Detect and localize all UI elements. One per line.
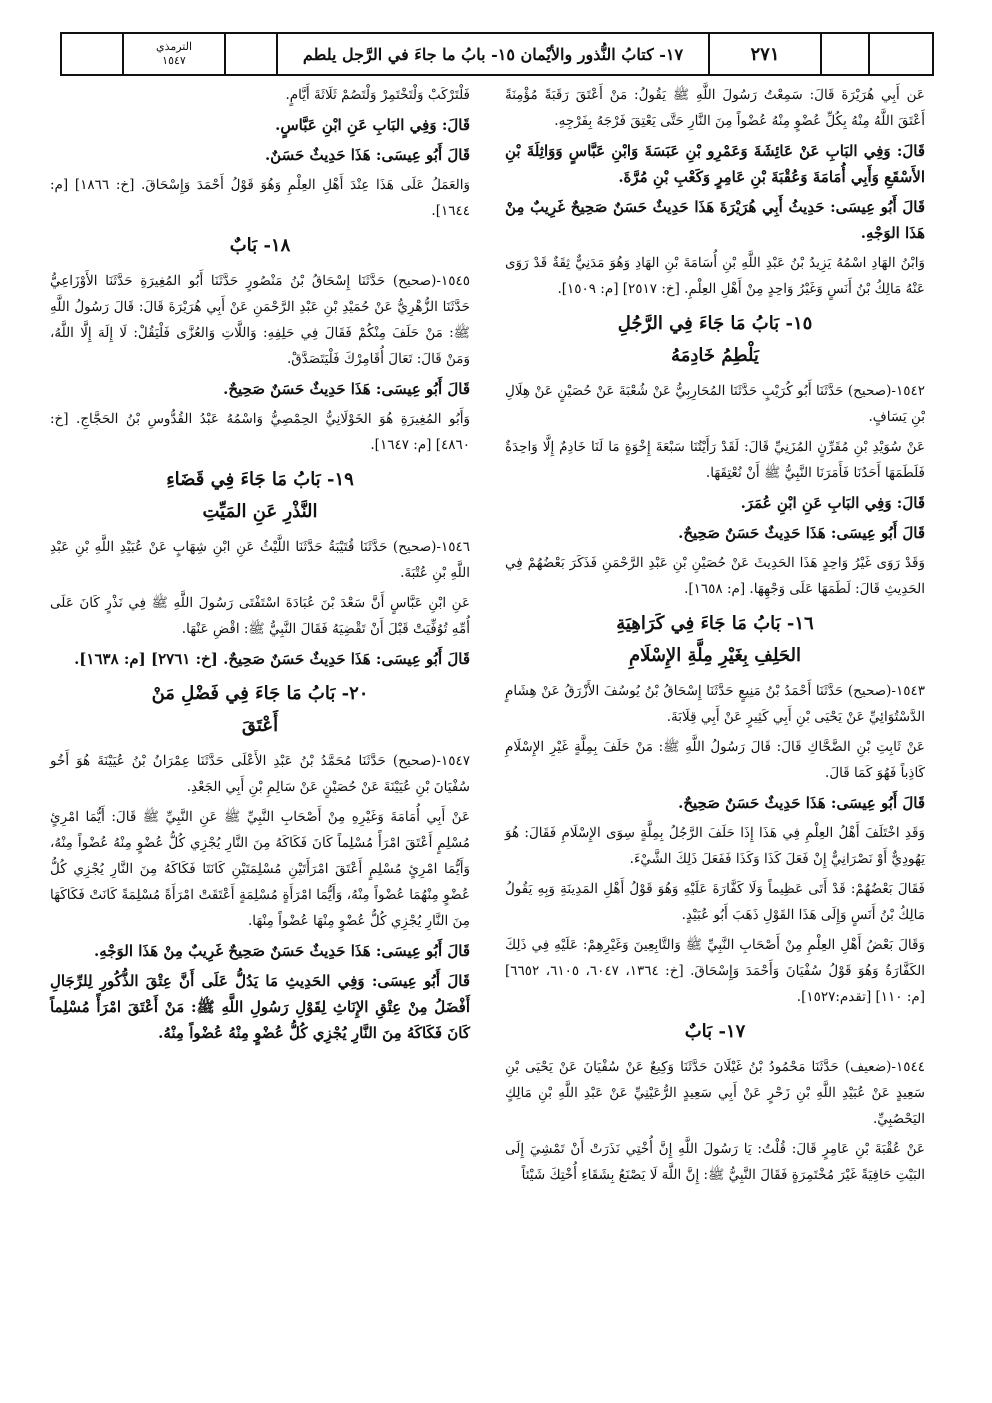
hadith-range: ١٥٤٧ <box>162 54 186 67</box>
paragraph: قَالَ: وَفِي البَابِ عَنْ عَائِشَةَ وَعَمْرِو بْنِ عَبَسَةَ وَابْنِ عَبَّاسٍ وَوَاثِلَةَ بْنِ الأَسْقَعِ وَأَبِي أُمَامَةَ وَعُقْبَةَ بْنِ عَامِرٍ وَكَعْبِ بْنِ مُرَّةَ. <box>505 142 925 186</box>
paragraph: قَالَ أَبُو عِيسَى: هَذَا حَدِيثٌ حَسَنٌ صَحِيحٌ. <box>223 380 470 398</box>
paragraph: قَالَ أَبُو عِيسَى: هَذَا حَدِيثٌ حَسَنٌ صَحِيحٌ. <box>678 524 925 542</box>
header-empty-cell <box>226 34 278 74</box>
hadith-matn: عَنْ سُوَيْدِ بْنِ مُقَرِّنٍ المُزَنِيِّ قَالَ: لَقَدْ رَأَيْتُنَا سَبْعَةَ إِخْوَةٍ مَا لَنَا خَادِمٌ إِلَّا وَاحِدَةٌ فَلَطَمَهَا أَحَدُنَا فَأَمَرَنَا النَّبِيُّ ﷺ أَنْ نُعْتِقَهَا. <box>505 439 925 481</box>
paragraph: قَالَ أَبُو عِيسَى: هَذَا حَدِيثٌ حَسَنٌ صَحِيحٌ. <box>678 794 925 812</box>
book-name: الترمذي <box>155 40 193 53</box>
right-column <box>505 82 925 1192</box>
paragraph: وَقَدِ اخْتَلَفَ أَهْلُ العِلْمِ فِي هَذَا إِذَا حَلَفَ الرَّجُلُ بِمِلَّةٍ سِوَى الإِسْلَامِ فَقَالَ: هُوَ يَهُودِيٌّ أَوْ نَصْرَانِيٌّ إِنْ فَعَلَ كَذَا وَكَذَا فَفَعَلَ ذَلِكَ الشَّيْءَ. <box>505 825 925 867</box>
hadith-isnad: ١٥٤٢-(صحيح) حَدَّثَنَا أَبُو كُرَيْبٍ حَدَّثَنَا المُحَارِبِيُّ عَنْ شُعْبَةَ عَنْ حُصَيْنٍ عَنْ هِلَالِ بْنِ يَسَافٍ. <box>505 383 925 425</box>
paragraph: قَالَ أَبُو عِيسَى: وَفِي الحَدِيثِ مَا يَدُلُّ عَلَى أَنَّ عِتْقَ الذُّكُورِ لِلرِّجَالِ أَفْضَلُ مِنْ عِتْقِ الإِنَاثِ لِقَوْلِ رَسُولِ اللَّهِ ﷺ: مَنْ أَعْتَقَ امْرَأً مُسْلِماً كَانَ فَكَاكَهُ مِنَ النَّارِ يُجْزِي كُلُّ عُضْوٍ مِنْهُ عُضْواً مِنْهُ. <box>50 972 470 1042</box>
book-ref-cell <box>124 34 226 74</box>
paragraph: قَالَ: وَفِي البَابِ عَنِ ابْنِ عُمَرَ. <box>740 494 925 512</box>
hadith-matn: عَنْ عُقْبَةَ بْنِ عَامِرٍ قَالَ: قُلْتُ: يَا رَسُولَ اللَّهِ إِنَّ أُخْتِي نَذَرَتْ أَنْ تَمْشِيَ إِلَى البَيْتِ حَافِيَةً غَيْرَ مُخْتَمِرَةٍ فَقَالَ النَّبِيُّ ﷺ: إِنَّ اللَّهَ لَا يَصْنَعُ بِشَقَاءِ أُخْتِكَ شَيْئاً <box>505 1141 925 1183</box>
hadith-matn: عَنْ ثَابِتِ بْنِ الضَّحَّاكِ قَالَ: قَالَ رَسُولُ اللَّهِ ﷺ: مَنْ حَلَفَ بِمِلَّةٍ غَيْرِ الإِسْلَامِ كَاذِباً فَهُوَ كَمَا قَالَ. <box>505 739 925 781</box>
chapter-heading: ١٦- بَابُ مَا جَاءَ فِي كَرَاهِيَةِ الحَلِفِ بِغَيْرِ مِلَّةِ الإِسْلَامِ <box>616 613 814 666</box>
hadith-matn: عَنِ ابْنِ عَبَّاسٍ أَنَّ سَعْدَ بْنَ عُبَادَةَ اسْتَفْتَى رَسُولَ اللَّهِ ﷺ فِي نَذْرٍ كَانَ عَلَى أُمِّهِ تُوُفِّيَتْ قَبْلَ أَنْ تَقْضِيَهُ فَقَالَ النَّبِيُّ ﷺ: اقْضِ عَنْهَا. <box>50 595 470 637</box>
paragraph: وَأَبُو المُغِيرَةِ هُوَ الخَوْلَانِيُّ الحِمْصِيُّ وَاسْمُهُ عَبْدُ القُدُّوسِ بْنُ الحَجَّاجِ. [خ: ٤٨٦٠] [م: ١٦٤٧]. <box>50 411 470 453</box>
paragraph: وَالعَمَلُ عَلَى هَذَا عِنْدَ أَهْلِ العِلْمِ وَهُوَ قَوْلُ أَحْمَدَ وَإِسْحَاقَ. [خ: ١٨٦٦] [م: ١٦٤٤]. <box>50 177 470 219</box>
paragraph: وَقَدْ رَوَى غَيْرُ وَاحِدٍ هَذَا الحَدِيثَ عَنْ حُصَيْنِ بْنِ عَبْدِ الرَّحْمَنِ فَذَكَرَ بَعْضُهُمْ فِي الحَدِيثِ قَالَ: لَطَمَهَا عَلَى وَجْهِهَا. [م: ١٦٥٨]. <box>505 555 925 597</box>
page-number: ٢٧١ <box>710 34 822 74</box>
hadith-isnad: ١٥٤٥-(صحيح) حَدَّثَنَا إِسْحَاقُ بْنُ مَنْصُورٍ حَدَّثَنَا أَبُو المُغِيرَةِ حَدَّثَنَا الأَوْزَاعِيُّ حَدَّثَنَا الزُّهْرِيُّ عَنْ حُمَيْدِ بْنِ عَبْدِ الرَّحْمَنِ عَنْ أَبِي هُرَيْرَةَ قَالَ: قَالَ رَسُولُ اللَّهِ ﷺ: مَنْ حَلَفَ مِنْكُمْ فَقَالَ فِي حَلِفِهِ: وَاللَّاتِ وَالعُزَّى فَلْيَقُلْ: لَا إِلَهَ إِلَّا اللَّهُ، وَمَنْ قَالَ: تَعَالَ أُقَامِرْكَ فَلْيَتَصَدَّقْ. <box>50 273 470 367</box>
paragraph: وَابْنُ الهَادِ اسْمُهُ يَزِيدُ بْنُ عَبْدِ اللَّهِ بْنِ أُسَامَةَ بْنِ الهَادِ وَهُوَ مَدَنِيٌّ ثِقَةٌ قَدْ رَوَى عَنْهُ مَالِكُ بْنُ أَنَسٍ وَغَيْرُ وَاحِدٍ مِنْ أَهْلِ العِلْمِ. [خ: ٢٥١٧] [م: ١٥٠٩]. <box>505 255 925 297</box>
hadith-isnad: ١٥٤٣-(صحيح) حَدَّثَنَا أَحْمَدُ بْنُ مَنِيعٍ حَدَّثَنَا إِسْحَاقُ بْنُ يُوسُفَ الأَزْرَقُ عَنْ هِشَامٍ الدَّسْتُوَائِيِّ عَنْ يَحْيَى بْنِ أَبِي كَثِيرٍ عَنْ أَبِي قِلَابَةَ. <box>505 683 925 725</box>
chapter-heading: ١٩- بَابُ مَا جَاءَ فِي قَضَاءِ النَّذْرِ عَنِ المَيِّتِ <box>166 469 354 522</box>
paragraph: قَالَ أَبُو عِيسَى: هَذَا حَدِيثٌ حَسَنٌ صَحِيحٌ غَرِيبٌ مِنْ هَذَا الوَجْهِ. <box>93 942 470 960</box>
left-column <box>50 82 470 1050</box>
paragraph: عَن أَبِي هُرَيْرَةَ قَالَ: سَمِعْتُ رَسُولَ اللَّهِ ﷺ يَقُولُ: مَنْ أَعْتَقَ رَقَبَةً مُؤْمِنَةً أَعْتَقَ اللَّهُ مِنْهُ بِكُلِّ عُضْوٍ مِنْهُ عُضْواً مِنَ النَّارِ حَتَّى يَعْتِقَ فَرْجَهُ بِفَرْجِهِ. <box>505 87 925 129</box>
paragraph: قَالَ أَبُو عِيسَى: هَذَا حَدِيثٌ حَسَنٌ. <box>264 146 470 164</box>
paragraph: قَالَ أَبُو عِيسَى: هَذَا حَدِيثٌ حَسَنٌ صَحِيحٌ. [خ: ٢٧٦١] [م: ١٦٣٨]. <box>74 650 470 668</box>
hadith-matn: عَنْ أَبِي أُمَامَةَ وَغَيْرِهِ مِنْ أَصْحَابِ النَّبِيِّ ﷺ عَنِ النَّبِيِّ ﷺ قَالَ: أَيُّمَا امْرِئٍ مُسْلِمٍ أَعْتَقَ امْرَأً مُسْلِماً كَانَ فَكَاكَهُ مِنَ النَّارِ يُجْزِي كُلُّ عُضْوٍ مِنْهُ عُضْواً مِنْهُ، وَأَيُّمَا امْرِئٍ مُسْلِمٍ أَعْتَقَ امْرَأَتَيْنِ مُسْلِمَتَيْنِ كَانَتَا فَكَاكَهُ مِنَ النَّارِ يُجْزِي كُلُّ عُضْوٍ مِنْهُمَا عُضْواً مِنْهُ، وَأَيُّمَا امْرَأَةٍ مُسْلِمَةٍ أَعْتَقَتْ امْرَأَةً مُسْلِمَةً كَانَتْ فَكَاكَهَا مِنَ النَّارِ يُجْزِي كُلُّ عُضْوٍ مِنْهَا عُضْواً مِنْهَا. <box>50 809 470 929</box>
paragraph: فَقَالَ بَعْضُهُمْ: قَدْ أَتَى عَظِيماً وَلَا كَفَّارَةَ عَلَيْهِ وَهُوَ قَوْلُ أَهْلِ المَدِينَةِ وَبِهِ يَقُولُ مَالِكُ بْنُ أَنَسٍ وَإِلَى هَذَا القَوْلِ ذَهَبَ أَبُو عُبَيْدٍ. <box>505 881 925 923</box>
paragraph: قَالَ: وَفِي البَابِ عَنِ ابْنِ عَبَّاسٍ. <box>275 116 470 134</box>
hadith-isnad: ١٥٤٦-(صحيح) حَدَّثَنَا قُتَيْبَةُ حَدَّثَنَا اللَّيْثُ عَنِ ابْنِ شِهَابٍ عَنْ عُبَيْدِ اللَّهِ بْنِ عَبْدِ اللَّهِ بْنِ عُتْبَةَ. <box>50 539 470 581</box>
paragraph: فَلْتَرْكَبْ وَلْتَخْتَمِرْ وَلْتَصُمْ ثَلَاثَةَ أَيَّامٍ. <box>285 87 470 103</box>
chapter-heading: ١٧- بَابٌ <box>684 1021 746 1042</box>
page-header <box>60 32 934 76</box>
chapter-heading: ١٥- بَابُ مَا جَاءَ فِي الرَّجُلِ يَلْطِمُ خَادِمَهُ <box>617 313 813 366</box>
paragraph: وَقَالَ بَعْضُ أَهْلِ العِلْمِ مِنْ أَصْحَابِ النَّبِيِّ ﷺ وَالتَّابِعِينَ وَغَيْرِهِمْ: عَلَيْهِ فِي ذَلِكَ الكَفَّارَةُ وَهُوَ قَوْلُ سُفْيَانَ وَأَحْمَدَ وَإِسْحَاقَ. [خ: ١٣٦٤، ٦٠٤٧، ٦١٠٥، ٦٦٥٢] [م: ١١٠] [تقدم:١٥٢٧]. <box>505 937 925 1005</box>
running-title: ١٧- كتابُ النُّذور والأيْمان ١٥- بابُ ما جاءَ في الرَّجل يلطم <box>278 34 710 74</box>
chapter-heading: ٢٠- بَابُ مَا جَاءَ فِي فَضْلِ مَنْ أَعْتَقَ <box>151 683 369 736</box>
paragraph: قَالَ أَبُو عِيسَى: حَدِيثُ أَبِي هُرَيْرَةَ هَذَا حَدِيثٌ حَسَنٌ صَحِيحٌ غَرِيبٌ مِنْ هَذَا الوَجْهِ. <box>505 198 925 242</box>
hadith-isnad: ١٥٤٧-(صحيح) حَدَّثَنَا مُحَمَّدُ بْنُ عَبْدِ الأَعْلَى حَدَّثَنَا عِمْرَانُ بْنُ عُيَيْنَةَ هُوَ أَخُو سُفْيَانَ بْنِ عُيَيْنَةَ عَنْ حُصَيْنٍ عَنْ سَالِمِ بْنِ أَبِي الجَعْدِ. <box>50 753 470 795</box>
header-empty-cell <box>62 34 124 74</box>
header-empty-cell <box>822 34 870 74</box>
hadith-isnad: ١٥٤٤-(ضعيف) حَدَّثَنَا مَحْمُودُ بْنُ غَيْلَانَ حَدَّثَنَا وَكِيعٌ عَنْ سُفْيَانَ عَنْ يَحْيَى بْنِ سَعِيدٍ عَنْ عُبَيْدِ اللَّهِ بْنِ زَحْرٍ عَنْ أَبِي سَعِيدٍ الرُّعَيْنِيِّ عَنْ عَبْدِ اللَّهِ بْنِ مَالِكٍ اليَحْصُبِيِّ. <box>505 1059 925 1127</box>
header-empty-cell <box>870 34 932 74</box>
chapter-heading: ١٨- بَابٌ <box>229 235 291 256</box>
